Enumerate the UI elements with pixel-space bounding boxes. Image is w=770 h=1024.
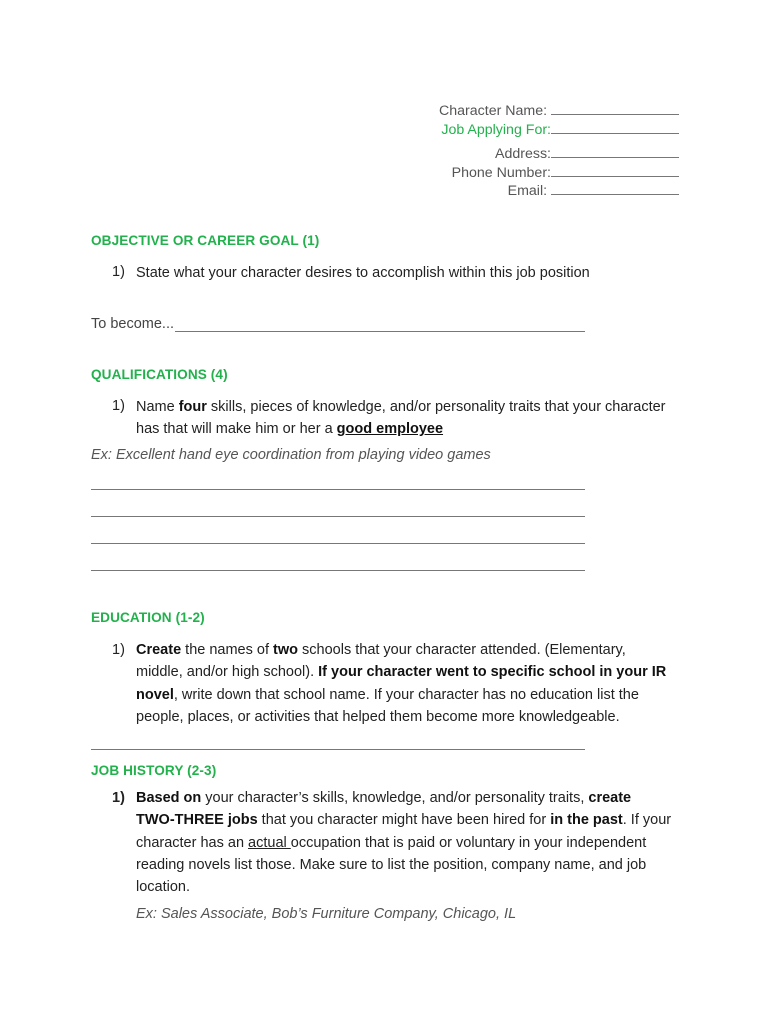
- e-text: people, places, or activities that helped them become more knowledgeable.: [136, 708, 620, 725]
- address-field[interactable]: [495, 145, 679, 163]
- job-applying-field[interactable]: [441, 121, 679, 139]
- qualification-line-4[interactable]: [91, 570, 585, 571]
- job-history-title: JOB HISTORY (2-3): [91, 763, 217, 778]
- job-history-example: Ex: Sales Associate, Bob’s Furniture Company, Chicago, IL: [136, 906, 517, 922]
- j-text: character has an: [136, 834, 249, 851]
- j-text: occupation that is paid or voluntary in your independent: [290, 834, 647, 851]
- character-name-label: Character Name:: [439, 103, 548, 119]
- e-create: Create: [136, 642, 182, 658]
- qualifications-number: 1): [112, 398, 125, 414]
- qualifications-example: Ex: Excellent hand eye coordination from playing video games: [91, 447, 491, 463]
- e-text: the names of: [181, 642, 274, 658]
- address-blank[interactable]: [551, 145, 679, 158]
- e-text: schools that your character attended. (Elementary,: [298, 642, 626, 658]
- j-actual: actual: [248, 834, 291, 851]
- phone-label: Phone Number:: [451, 165, 551, 181]
- q-text: has that will make him or her a: [136, 421, 337, 438]
- qualification-line-2[interactable]: [91, 516, 585, 517]
- character-name-blank[interactable]: [551, 102, 679, 115]
- j-based-on: Based on: [136, 790, 202, 806]
- job-history-number: 1): [112, 790, 125, 806]
- education-title: EDUCATION (1-2): [91, 610, 205, 625]
- j-in-the-past: in the past: [550, 812, 623, 829]
- q-good-employee: good employee: [336, 421, 444, 438]
- phone-field[interactable]: [452, 164, 679, 182]
- q-text: Name: [136, 399, 179, 415]
- j-text: . If your: [622, 812, 672, 829]
- to-become-blank[interactable]: [175, 331, 585, 332]
- j-two-three: TWO-THREE jobs: [136, 812, 258, 829]
- education-line[interactable]: [91, 749, 585, 750]
- j-text: your character’s skills, knowledge, and/or personality traits,: [201, 790, 589, 806]
- email-label: Email:: [507, 183, 548, 199]
- character-name-field[interactable]: [439, 102, 679, 120]
- j-text: location.: [136, 879, 191, 896]
- q-bold-four: four: [178, 399, 207, 415]
- e-two: two: [273, 642, 298, 658]
- e-text: middle, and/or high school).: [136, 664, 319, 681]
- objective-number: 1): [112, 264, 125, 280]
- email-field[interactable]: [508, 182, 679, 200]
- email-blank[interactable]: [551, 182, 679, 195]
- job-applying-label: Job Applying For:: [441, 122, 551, 138]
- qualification-line-3[interactable]: [91, 543, 585, 544]
- objective-title: OBJECTIVE OR CAREER GOAL (1): [91, 233, 320, 248]
- qualifications-prompt: [136, 396, 666, 441]
- j-text: reading novels list those. Make sure to list the position, company name, and job: [136, 856, 647, 873]
- education-prompt: [136, 639, 666, 728]
- objective-prompt: State what your character desires to accomplish within this job position: [136, 265, 590, 281]
- job-applying-blank[interactable]: [551, 121, 679, 134]
- e-novel: novel: [136, 686, 174, 703]
- address-label: Address:: [495, 146, 551, 162]
- qualification-line-1[interactable]: [91, 489, 585, 490]
- e-bold: If your character went to specific school in your IR: [318, 664, 667, 681]
- e-text: , write down that school name. If your character has no education list the: [173, 686, 639, 703]
- q-text: skills, pieces of knowledge, and/or personality traits that your character: [206, 399, 666, 415]
- j-create: create: [588, 790, 632, 806]
- education-number: 1): [112, 642, 125, 658]
- to-become-label: To become...: [91, 316, 175, 332]
- phone-blank[interactable]: [551, 164, 679, 177]
- job-history-prompt: [136, 787, 671, 898]
- j-text: that you character might have been hired for: [257, 812, 551, 829]
- qualifications-title: QUALIFICATIONS (4): [91, 367, 228, 382]
